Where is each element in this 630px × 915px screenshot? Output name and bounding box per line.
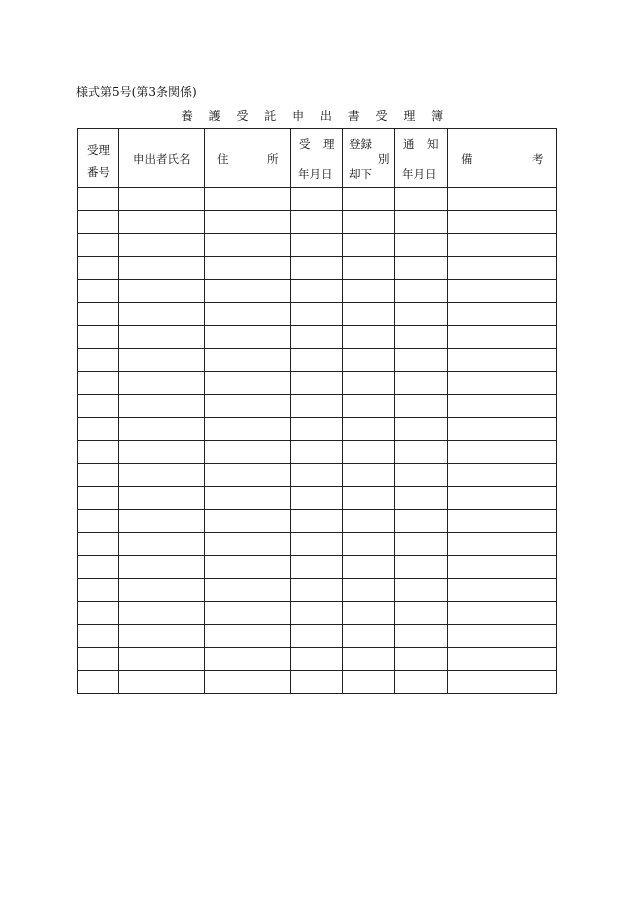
cell-receipt-number [78, 441, 119, 464]
cell-receipt-date [291, 395, 343, 418]
cell-notice-date [395, 487, 448, 510]
header-receipt-number [78, 129, 119, 188]
cell-applicant-name [119, 372, 205, 395]
cell-registration [343, 579, 395, 602]
cell-receipt-date [291, 487, 343, 510]
table-row [78, 326, 557, 349]
cell-registration [343, 395, 395, 418]
cell-receipt-number [78, 648, 119, 671]
header-registration-line2: 別 [378, 152, 390, 166]
cell-remarks [448, 211, 557, 234]
table-row [78, 648, 557, 671]
cell-registration [343, 188, 395, 211]
cell-applicant-name [119, 487, 205, 510]
cell-notice-date [395, 625, 448, 648]
cell-receipt-date [291, 418, 343, 441]
cell-receipt-number [78, 487, 119, 510]
header-registration-line1: 登録 [349, 137, 372, 151]
cell-registration [343, 234, 395, 257]
table-row [78, 533, 557, 556]
cell-applicant-name [119, 510, 205, 533]
cell-notice-date [395, 510, 448, 533]
table-row [78, 188, 557, 211]
cell-registration [343, 257, 395, 280]
cell-registration [343, 671, 395, 694]
cell-applicant-name [119, 303, 205, 326]
cell-receipt-date [291, 349, 343, 372]
cell-applicant-name [119, 602, 205, 625]
header-remarks-part2: 考 [532, 152, 544, 166]
cell-address [205, 188, 291, 211]
cell-address [205, 372, 291, 395]
header-receipt-date [291, 129, 343, 188]
header-remarks [448, 129, 557, 188]
cell-receipt-date [291, 533, 343, 556]
cell-address [205, 211, 291, 234]
register-body [78, 188, 557, 694]
cell-receipt-number [78, 211, 119, 234]
cell-address [205, 579, 291, 602]
cell-receipt-number [78, 326, 119, 349]
cell-remarks [448, 441, 557, 464]
header-applicant-name [119, 129, 205, 188]
header-receipt-date-part1: 受 [299, 137, 311, 151]
cell-applicant-name [119, 533, 205, 556]
cell-notice-date [395, 349, 448, 372]
cell-notice-date [395, 418, 448, 441]
cell-notice-date [395, 188, 448, 211]
cell-receipt-date [291, 326, 343, 349]
cell-notice-date [395, 234, 448, 257]
cell-address [205, 303, 291, 326]
table-row [78, 395, 557, 418]
cell-receipt-number [78, 510, 119, 533]
table-row [78, 280, 557, 303]
cell-remarks [448, 648, 557, 671]
cell-receipt-number [78, 556, 119, 579]
header-applicant-name-label: 申出者氏名 [133, 152, 191, 166]
cell-receipt-number [78, 303, 119, 326]
cell-remarks [448, 510, 557, 533]
table-row [78, 372, 557, 395]
cell-receipt-date [291, 556, 343, 579]
header-address [205, 129, 291, 188]
cell-notice-date [395, 395, 448, 418]
cell-address [205, 533, 291, 556]
cell-receipt-date [291, 602, 343, 625]
cell-address [205, 418, 291, 441]
cell-remarks [448, 395, 557, 418]
cell-registration [343, 487, 395, 510]
cell-registration [343, 280, 395, 303]
cell-registration [343, 464, 395, 487]
cell-registration [343, 510, 395, 533]
cell-remarks [448, 303, 557, 326]
cell-applicant-name [119, 464, 205, 487]
cell-applicant-name [119, 349, 205, 372]
cell-receipt-number [78, 280, 119, 303]
cell-notice-date [395, 257, 448, 280]
cell-registration [343, 326, 395, 349]
cell-receipt-date [291, 579, 343, 602]
cell-remarks [448, 418, 557, 441]
cell-receipt-date [291, 257, 343, 280]
table-row [78, 303, 557, 326]
cell-notice-date [395, 280, 448, 303]
table-row [78, 487, 557, 510]
cell-receipt-date [291, 280, 343, 303]
cell-registration [343, 441, 395, 464]
cell-address [205, 464, 291, 487]
cell-remarks [448, 671, 557, 694]
cell-applicant-name [119, 234, 205, 257]
table-row [78, 441, 557, 464]
header-address-part2: 所 [267, 152, 279, 166]
cell-registration [343, 533, 395, 556]
cell-remarks [448, 464, 557, 487]
cell-applicant-name [119, 671, 205, 694]
cell-receipt-date [291, 211, 343, 234]
cell-applicant-name [119, 257, 205, 280]
header-row [78, 129, 557, 188]
cell-remarks [448, 533, 557, 556]
cell-address [205, 349, 291, 372]
cell-applicant-name [119, 395, 205, 418]
cell-address [205, 441, 291, 464]
cell-receipt-number [78, 257, 119, 280]
cell-receipt-date [291, 441, 343, 464]
header-notice-date-part1: 通 [403, 137, 415, 151]
cell-receipt-date [291, 372, 343, 395]
cell-registration [343, 602, 395, 625]
cell-receipt-number [78, 372, 119, 395]
cell-receipt-number [78, 625, 119, 648]
cell-receipt-number [78, 234, 119, 257]
cell-applicant-name [119, 625, 205, 648]
cell-notice-date [395, 533, 448, 556]
cell-remarks [448, 326, 557, 349]
cell-receipt-number [78, 464, 119, 487]
cell-registration [343, 372, 395, 395]
cell-receipt-date [291, 671, 343, 694]
cell-address [205, 234, 291, 257]
cell-registration [343, 648, 395, 671]
cell-address [205, 510, 291, 533]
table-row [78, 234, 557, 257]
header-receipt-date-line2: 年月日 [298, 167, 333, 181]
cell-remarks [448, 556, 557, 579]
cell-notice-date [395, 556, 448, 579]
register-table [77, 128, 557, 694]
table-row [78, 257, 557, 280]
cell-applicant-name [119, 188, 205, 211]
cell-receipt-number [78, 395, 119, 418]
header-notice-date-line2: 年月日 [402, 167, 437, 181]
table-row [78, 556, 557, 579]
cell-remarks [448, 188, 557, 211]
cell-notice-date [395, 303, 448, 326]
cell-address [205, 671, 291, 694]
cell-registration [343, 556, 395, 579]
cell-notice-date [395, 372, 448, 395]
cell-applicant-name [119, 579, 205, 602]
cell-applicant-name [119, 326, 205, 349]
cell-applicant-name [119, 211, 205, 234]
cell-remarks [448, 280, 557, 303]
cell-receipt-date [291, 303, 343, 326]
table-row [78, 579, 557, 602]
cell-notice-date [395, 464, 448, 487]
cell-address [205, 280, 291, 303]
cell-notice-date [395, 326, 448, 349]
cell-receipt-number [78, 418, 119, 441]
header-registration [343, 129, 395, 188]
cell-receipt-date [291, 234, 343, 257]
cell-registration [343, 418, 395, 441]
cell-address [205, 395, 291, 418]
document-title: 養 護 受 託 申 出 書 受 理 簿 [180, 109, 450, 123]
cell-address [205, 648, 291, 671]
form-label: 様式第5号(第3条関係) [76, 85, 197, 99]
cell-receipt-date [291, 464, 343, 487]
cell-registration [343, 303, 395, 326]
cell-applicant-name [119, 556, 205, 579]
cell-receipt-date [291, 625, 343, 648]
cell-receipt-date [291, 648, 343, 671]
header-registration-line3: 却下 [349, 167, 372, 181]
cell-receipt-date [291, 188, 343, 211]
cell-remarks [448, 602, 557, 625]
cell-remarks [448, 579, 557, 602]
cell-applicant-name [119, 280, 205, 303]
cell-remarks [448, 349, 557, 372]
cell-registration [343, 349, 395, 372]
cell-address [205, 625, 291, 648]
cell-address [205, 257, 291, 280]
cell-applicant-name [119, 418, 205, 441]
table-row [78, 602, 557, 625]
table-row [78, 418, 557, 441]
cell-registration [343, 625, 395, 648]
cell-receipt-number [78, 579, 119, 602]
cell-receipt-number [78, 602, 119, 625]
cell-remarks [448, 487, 557, 510]
cell-notice-date [395, 211, 448, 234]
cell-address [205, 556, 291, 579]
header-receipt-date-part2: 理 [323, 137, 335, 151]
cell-notice-date [395, 648, 448, 671]
table-row [78, 510, 557, 533]
header-receipt-number-line1: 受理 [87, 143, 110, 157]
cell-applicant-name [119, 441, 205, 464]
header-address-part1: 住 [217, 152, 229, 166]
cell-registration [343, 211, 395, 234]
cell-address [205, 487, 291, 510]
table-row [78, 349, 557, 372]
cell-notice-date [395, 441, 448, 464]
cell-remarks [448, 372, 557, 395]
header-receipt-number-line2: 番号 [87, 165, 110, 179]
cell-notice-date [395, 602, 448, 625]
cell-remarks [448, 257, 557, 280]
cell-address [205, 326, 291, 349]
cell-receipt-number [78, 188, 119, 211]
cell-receipt-number [78, 349, 119, 372]
table-row [78, 464, 557, 487]
table-row [78, 671, 557, 694]
cell-remarks [448, 625, 557, 648]
header-notice-date [395, 129, 448, 188]
cell-remarks [448, 234, 557, 257]
cell-notice-date [395, 671, 448, 694]
cell-applicant-name [119, 648, 205, 671]
header-notice-date-part2: 知 [427, 137, 439, 151]
cell-notice-date [395, 579, 448, 602]
cell-receipt-number [78, 533, 119, 556]
cell-address [205, 602, 291, 625]
table-row [78, 211, 557, 234]
cell-receipt-number [78, 671, 119, 694]
cell-receipt-date [291, 510, 343, 533]
header-remarks-part1: 備 [461, 152, 473, 166]
table-row [78, 625, 557, 648]
